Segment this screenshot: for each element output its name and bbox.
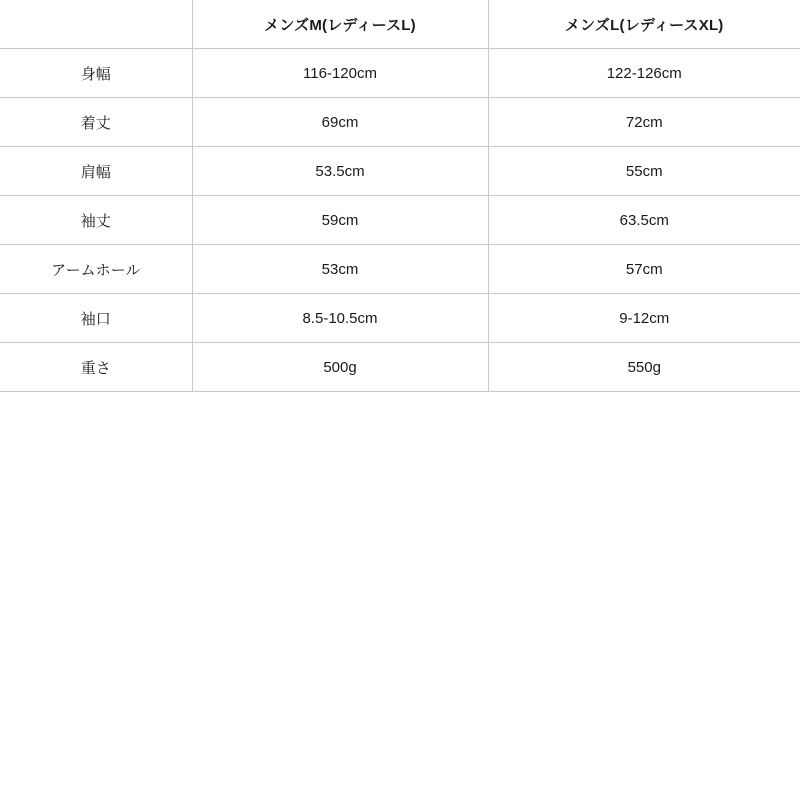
table-row [0, 98, 800, 147]
table-row [0, 294, 800, 343]
cell-length-l: 72cm [488, 98, 800, 147]
column-header-mens-l: メンズL(レディースXL) [488, 0, 800, 49]
cell-body-width-m: 116-120cm [192, 49, 488, 98]
cell-weight-l: 550g [488, 343, 800, 392]
table-row [0, 343, 800, 392]
row-label-shoulder-width: 肩幅 [0, 147, 192, 196]
row-label-sleeve-length: 袖丈 [0, 196, 192, 245]
cell-cuff-l: 9-12cm [488, 294, 800, 343]
row-label-weight: 重さ [0, 343, 192, 392]
cell-armhole-m: 53cm [192, 245, 488, 294]
cell-weight-m: 500g [192, 343, 488, 392]
row-label-length: 着丈 [0, 98, 192, 147]
cell-body-width-l: 122-126cm [488, 49, 800, 98]
table-body [0, 49, 800, 392]
table-corner-cell [0, 0, 192, 49]
cell-length-m: 69cm [192, 98, 488, 147]
row-label-cuff: 袖口 [0, 294, 192, 343]
table-row [0, 147, 800, 196]
column-header-mens-m: メンズM(レディースL) [192, 0, 488, 49]
cell-shoulder-width-m: 53.5cm [192, 147, 488, 196]
size-table [0, 0, 800, 392]
cell-armhole-l: 57cm [488, 245, 800, 294]
cell-sleeve-length-l: 63.5cm [488, 196, 800, 245]
table-row [0, 49, 800, 98]
cell-shoulder-width-l: 55cm [488, 147, 800, 196]
cell-cuff-m: 8.5-10.5cm [192, 294, 488, 343]
blank-area [0, 392, 800, 800]
table-row [0, 196, 800, 245]
row-label-body-width: 身幅 [0, 49, 192, 98]
table-row [0, 245, 800, 294]
table-header [0, 0, 800, 49]
row-label-armhole: アームホール [0, 245, 192, 294]
header-row [0, 0, 800, 49]
cell-sleeve-length-m: 59cm [192, 196, 488, 245]
